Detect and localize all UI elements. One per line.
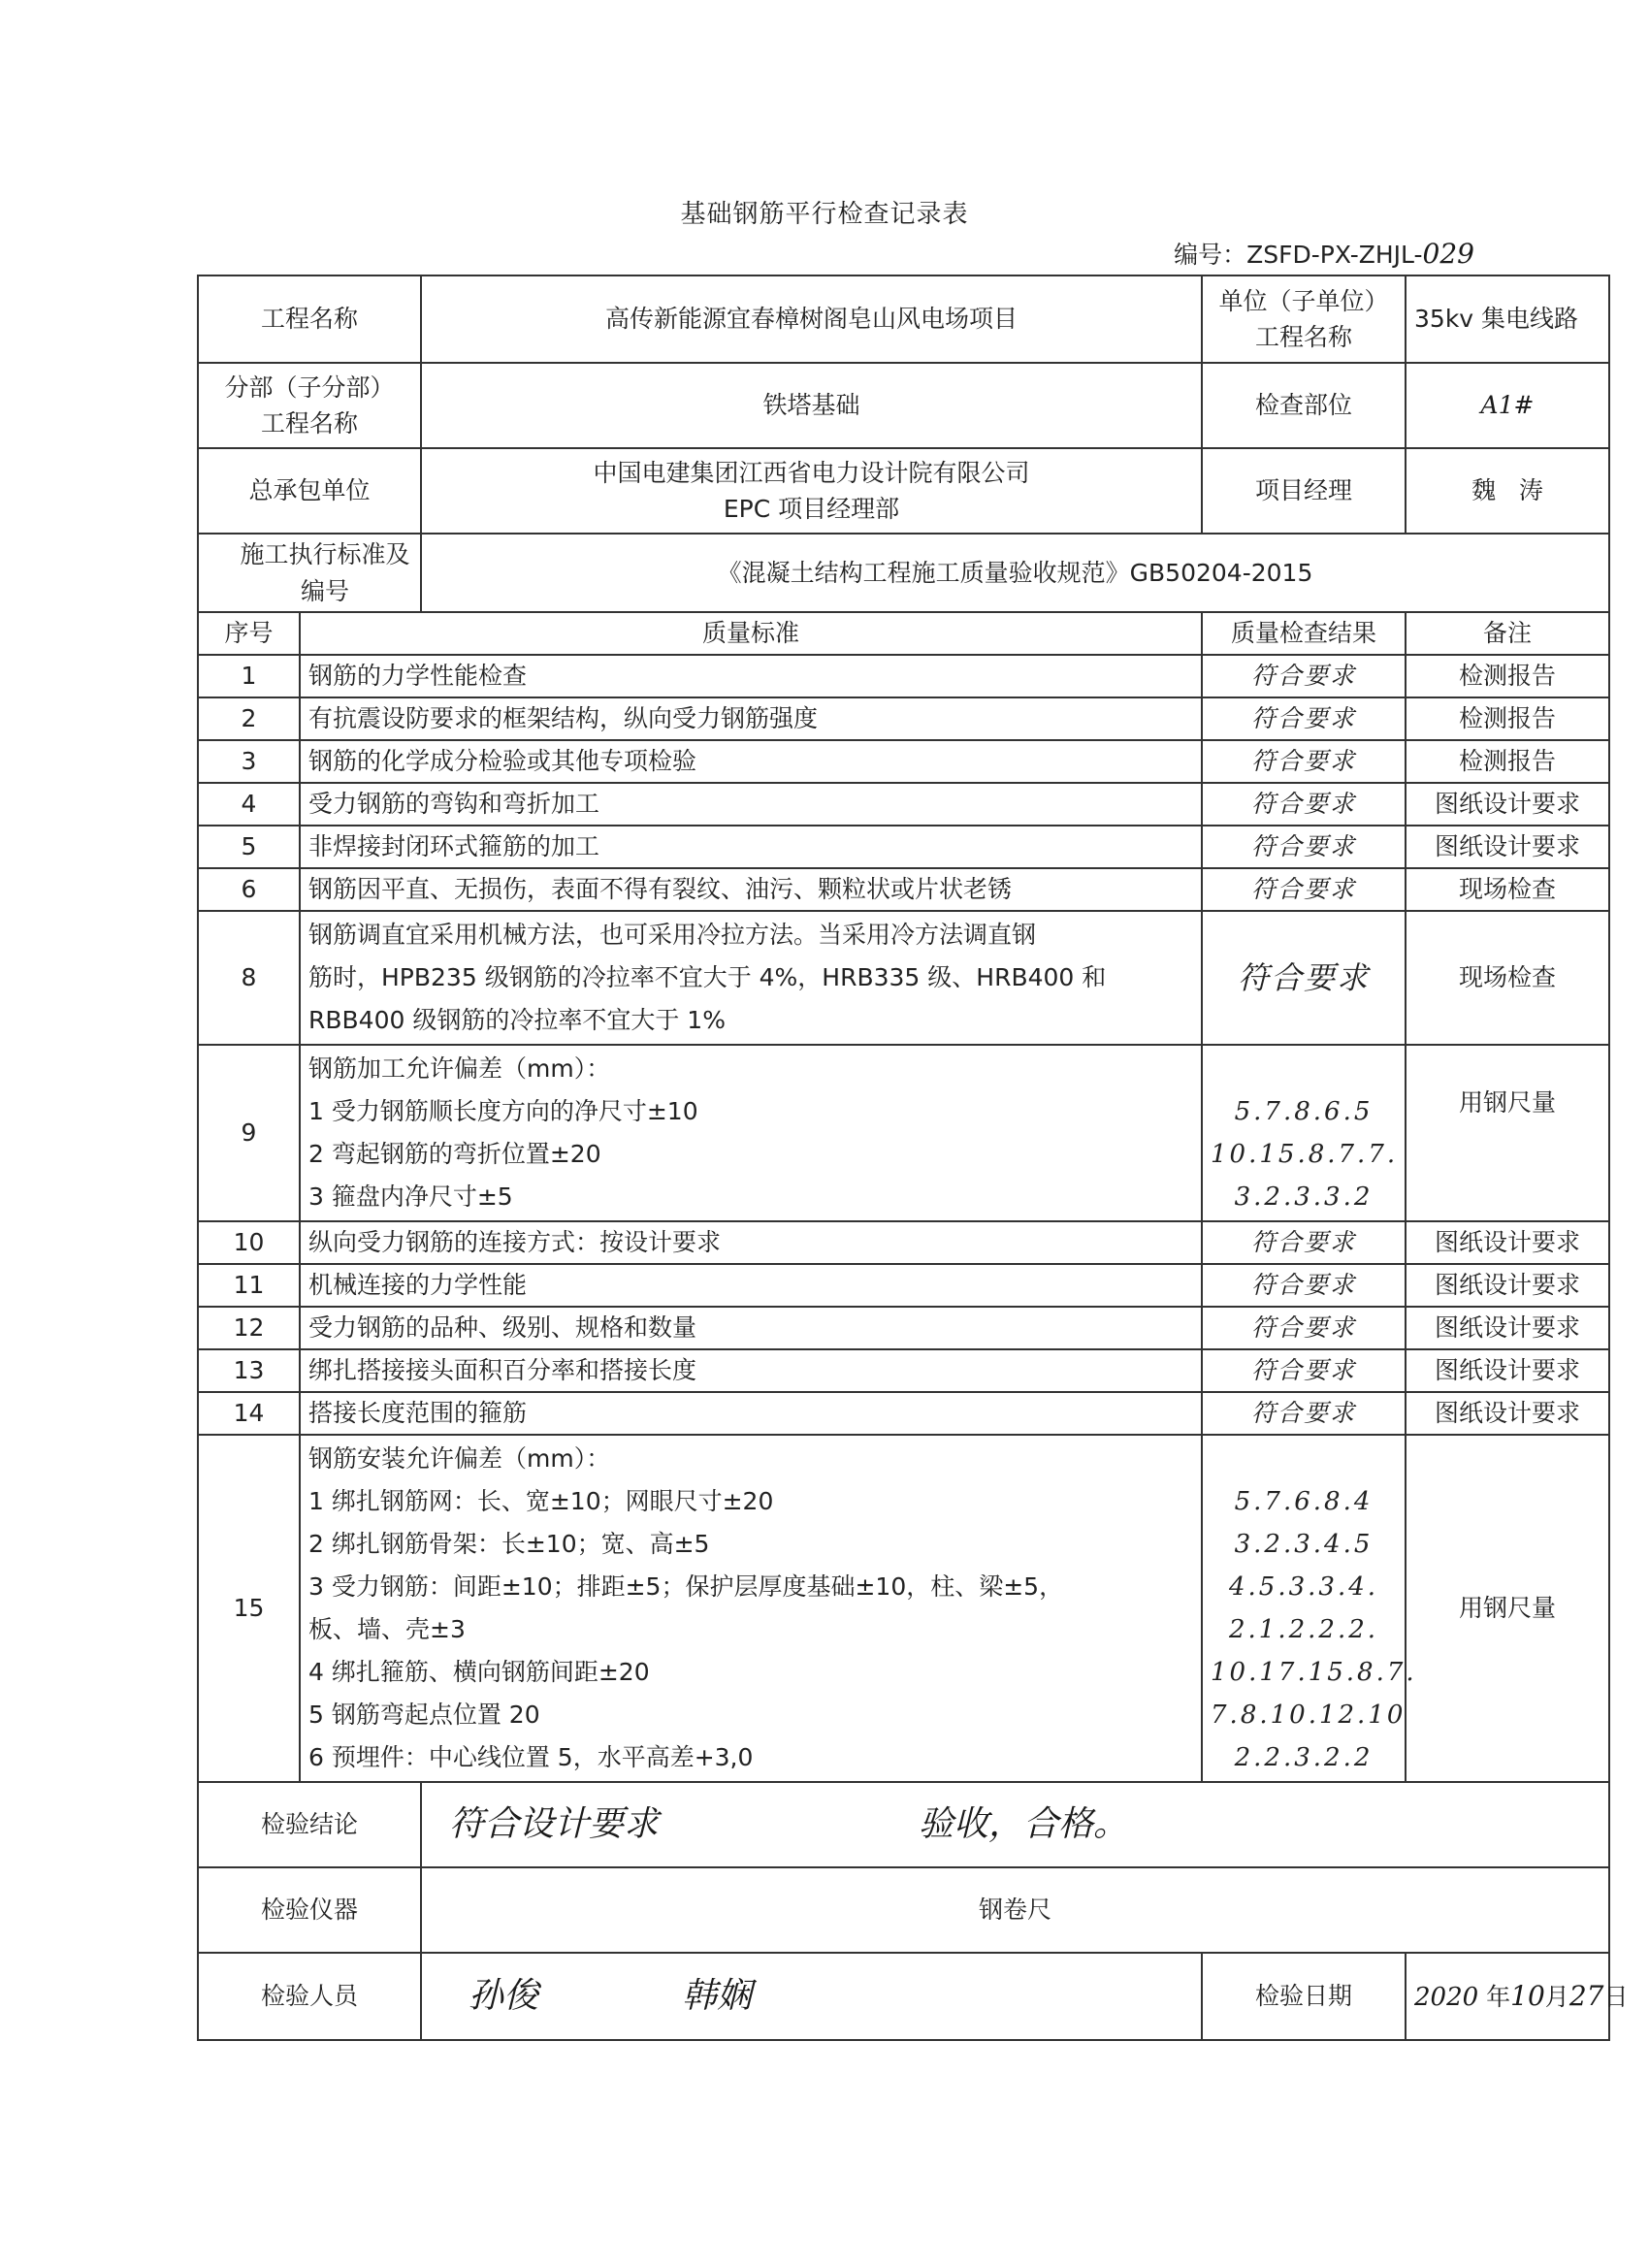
row-standard-line: 板、墙、壳±3 <box>308 1614 466 1643</box>
table-row <box>198 826 1609 868</box>
table-row <box>198 1264 1609 1307</box>
row-no: 15 <box>198 1435 300 1782</box>
row-remark: 图纸设计要求 <box>1406 1221 1609 1264</box>
row-remark: 图纸设计要求 <box>1406 1307 1609 1349</box>
table-row <box>198 1349 1609 1392</box>
row-standard-line: 6 预埋件：中心线位置 5，水平高差+3,0 <box>308 1742 754 1771</box>
row-standard: 钢筋的力学性能检查 <box>300 655 1202 697</box>
subdivision-label-line-2: 工程名称 <box>261 409 359 437</box>
conclusion-value <box>421 1782 1609 1867</box>
row-standard: 钢筋的化学成分检验或其他专项检验 <box>300 740 1202 783</box>
row-result-handwritten: 符合要求 <box>1202 1264 1406 1307</box>
row-no: 4 <box>198 783 300 826</box>
project-name-label: 工程名称 <box>198 275 421 363</box>
row-standard-line: 钢筋安装允许偏差（mm）： <box>308 1443 611 1473</box>
standard-value: 《混凝土结构工程施工质量验收规范》GB50204-2015 <box>421 534 1609 612</box>
subdivision-label <box>198 363 421 448</box>
doc-number-handwritten: 029 <box>1422 238 1474 270</box>
inspection-table <box>197 275 1629 2041</box>
conclusion-handwritten-1: 符合设计要求 <box>449 1803 660 1844</box>
header-row-standard <box>198 534 1609 612</box>
table-row <box>198 1045 1609 1221</box>
table-row <box>198 655 1609 697</box>
row-no: 1 <box>198 655 300 697</box>
row-standard: 搭接长度范围的箍筋 <box>300 1392 1202 1435</box>
contractor-name <box>421 448 1202 534</box>
instrument-value: 钢卷尺 <box>421 1867 1609 1953</box>
row-standard <box>300 1045 1202 1221</box>
row-result-handwritten: 符合要求 <box>1202 1392 1406 1435</box>
row-no: 3 <box>198 740 300 783</box>
unit-label-line-1: 单位（子单位） <box>1218 286 1389 315</box>
contractor-label: 总承包单位 <box>198 448 421 534</box>
subdivision-name: 铁塔基础 <box>421 363 1202 448</box>
row-standard: 有抗震设防要求的框架结构，纵向受力钢筋强度 <box>300 697 1202 740</box>
row-standard: 机械连接的力学性能 <box>300 1264 1202 1307</box>
date-year-handwritten: 2020 <box>1414 1982 1479 2012</box>
row-no: 10 <box>198 1221 300 1264</box>
row-remark: 现场检查 <box>1406 868 1609 911</box>
document-title: 基础钢筋平行检查记录表 <box>680 200 969 229</box>
row-standard: 受力钢筋的品种、级别、规格和数量 <box>300 1307 1202 1349</box>
date-label: 检验日期 <box>1202 1953 1406 2040</box>
inspector-signature-1: 孙俊 <box>469 1975 539 2016</box>
row-no: 11 <box>198 1264 300 1307</box>
row-no: 5 <box>198 826 300 868</box>
measurement-line: 2.2.3.2.2 <box>1234 1742 1374 1772</box>
row-standard <box>300 911 1202 1045</box>
row-remark: 图纸设计要求 <box>1406 826 1609 868</box>
row-standard-line: 4 绑扎箍筋、横向钢筋间距±20 <box>308 1657 650 1686</box>
inspector-label: 检验人员 <box>198 1953 421 2040</box>
row-remark: 检测报告 <box>1406 740 1609 783</box>
row-standard-line: 2 弯起钢筋的弯折位置±20 <box>308 1139 601 1168</box>
col-header-no: 序号 <box>198 612 300 655</box>
instrument-row <box>198 1867 1609 1953</box>
row-no: 9 <box>198 1045 300 1221</box>
project-manager-label: 项目经理 <box>1202 448 1406 534</box>
row-result-handwritten: 符合要求 <box>1202 697 1406 740</box>
row-remark: 检测报告 <box>1406 655 1609 697</box>
date-month-handwritten: 10 <box>1510 1979 1545 2012</box>
row-result-handwritten: 符合要求 <box>1202 783 1406 826</box>
measurement-line <box>1211 1048 1397 1090</box>
row-remark: 图纸设计要求 <box>1406 1264 1609 1307</box>
contractor-name-line-2: EPC 项目经理部 <box>723 495 900 523</box>
measurement-line: 7.8.10.12.10 <box>1211 1700 1406 1730</box>
contractor-name-line-1: 中国电建集团江西省电力设计院有限公司 <box>593 458 1030 487</box>
table-row <box>198 740 1609 783</box>
inspector-signature-2: 韩娴 <box>681 1975 752 2016</box>
measurement-line: 4.5.3.3.4. <box>1228 1571 1379 1602</box>
date-day-unit: 日 <box>1603 1982 1629 2011</box>
date-year-unit: 年 <box>1486 1982 1511 2011</box>
row-standard <box>300 1435 1202 1782</box>
row-standard-line: 3 受力钢筋：间距±10；排距±5；保护层厚度基础±10，柱、梁±5， <box>308 1571 1064 1601</box>
unit-name: 35kv 集电线路 <box>1406 275 1609 363</box>
row-standard-line: 筋时，HPB235 级钢筋的冷拉率不宜大于 4%，HRB335 级、HRB400 和 <box>308 962 1107 991</box>
table-row <box>198 783 1609 826</box>
date-day-handwritten: 27 <box>1568 1979 1604 2012</box>
row-standard-line: 1 受力钢筋顺长度方向的净尺寸±10 <box>308 1096 698 1125</box>
inspector-signatures <box>421 1953 1202 2040</box>
table-row <box>198 868 1609 911</box>
row-standard-line: 5 钢筋弯起点位置 20 <box>308 1700 540 1729</box>
row-result-handwritten: 符合要求 <box>1202 868 1406 911</box>
row-standard: 绑扎搭接接头面积百分率和搭接长度 <box>300 1349 1202 1392</box>
row-standard-line: 钢筋加工允许偏差（mm）： <box>308 1053 611 1083</box>
row-result-measurements <box>1202 1045 1406 1221</box>
measurement-line: 3.2.3.3.2 <box>1234 1182 1374 1212</box>
measurement-line: 5.7.8.6.5 <box>1234 1096 1374 1126</box>
row-standard: 受力钢筋的弯钩和弯折加工 <box>300 783 1202 826</box>
row-no: 2 <box>198 697 300 740</box>
row-remark: 图纸设计要求 <box>1406 1349 1609 1392</box>
row-result-handwritten: 符合要求 <box>1202 740 1406 783</box>
subdivision-label-line-1: 分部（子分部） <box>224 373 395 402</box>
table-row <box>198 1307 1609 1349</box>
inspection-date <box>1406 1953 1629 2040</box>
conclusion-label: 检验结论 <box>198 1782 421 1867</box>
row-result-handwritten: 符合要求 <box>1202 911 1406 1045</box>
row-remark: 图纸设计要求 <box>1406 783 1609 826</box>
check-part-handwritten: A1# <box>1406 363 1609 448</box>
row-result-handwritten: 符合要求 <box>1202 1221 1406 1264</box>
column-header-row <box>198 612 1609 655</box>
row-no: 12 <box>198 1307 300 1349</box>
unit-label <box>1202 275 1406 363</box>
col-header-remark: 备注 <box>1406 612 1609 655</box>
standard-label: 施工执行标准及编号 <box>198 534 421 612</box>
row-standard: 非焊接封闭环式箍筋的加工 <box>300 826 1202 868</box>
inspector-row <box>198 1953 1609 2040</box>
header-row-project <box>198 275 1609 363</box>
project-name: 高传新能源宜春樟树阁皂山风电场项目 <box>421 275 1202 363</box>
col-header-result: 质量检查结果 <box>1202 612 1406 655</box>
measurement-line: 3.2.3.4.5 <box>1234 1529 1374 1559</box>
row-result-handwritten: 符合要求 <box>1202 655 1406 697</box>
row-standard: 纵向受力钢筋的连接方式：按设计要求 <box>300 1221 1202 1264</box>
row-standard-line: 3 箍盘内净尺寸±5 <box>308 1182 513 1211</box>
doc-number-prefix: ZSFD-PX-ZHJL- <box>1246 241 1423 269</box>
unit-label-line-2: 工程名称 <box>1255 323 1353 351</box>
row-remark: 检测报告 <box>1406 697 1609 740</box>
table-row <box>198 1221 1609 1264</box>
col-header-standard: 质量标准 <box>300 612 1202 655</box>
row-standard-line: 钢筋调直宜采用机械方法，也可采用冷拉方法。当采用冷方法调直钢 <box>308 920 1037 949</box>
measurement-line: 10.17.15.8.7. <box>1211 1657 1417 1687</box>
row-result-handwritten: 符合要求 <box>1202 1307 1406 1349</box>
table-row <box>198 1392 1609 1435</box>
conclusion-handwritten-2: 验收，合格。 <box>918 1803 1128 1844</box>
check-part-label: 检查部位 <box>1202 363 1406 448</box>
row-no: 13 <box>198 1349 300 1392</box>
doc-number-label: 编号： <box>1174 241 1247 269</box>
measurement-line: 5.7.6.8.4 <box>1234 1486 1374 1516</box>
row-no: 14 <box>198 1392 300 1435</box>
row-result-handwritten: 符合要求 <box>1202 1349 1406 1392</box>
row-standard-line: 2 绑扎钢筋骨架：长±10；宽、高±5 <box>308 1529 710 1558</box>
table-row <box>198 697 1609 740</box>
project-manager-name: 魏 涛 <box>1406 448 1609 534</box>
row-standard: 钢筋因平直、无损伤，表面不得有裂纹、油污、颗粒状或片状老锈 <box>300 868 1202 911</box>
measurement-line: 10.15.8.7.7. <box>1211 1139 1399 1169</box>
table-row <box>198 1435 1609 1782</box>
table-row <box>198 911 1609 1045</box>
row-remark: 现场检查 <box>1406 911 1609 1045</box>
row-no: 6 <box>198 868 300 911</box>
row-standard-line: 1 绑扎钢筋网：长、宽±10；网眼尺寸±20 <box>308 1486 774 1515</box>
row-standard-line: RBB400 级钢筋的冷拉率不宜大于 1% <box>308 1005 726 1034</box>
header-row-contractor <box>198 448 1609 534</box>
row-result-handwritten: 符合要求 <box>1202 826 1406 868</box>
instrument-label: 检验仪器 <box>198 1867 421 1953</box>
row-remark: 用钢尺量 <box>1406 1435 1609 1782</box>
row-result-measurements <box>1202 1435 1417 1782</box>
measurement-line: 2.1.2.2.2. <box>1228 1614 1379 1644</box>
measurement-line <box>1211 1438 1397 1480</box>
row-no: 8 <box>198 911 300 1045</box>
header-row-subdivision <box>198 363 1609 448</box>
document-number <box>1174 236 1474 271</box>
row-remark: 用钢尺量 <box>1406 1045 1609 1221</box>
row-remark: 图纸设计要求 <box>1406 1392 1609 1435</box>
date-month-unit: 月 <box>1544 1982 1569 2011</box>
conclusion-row <box>198 1782 1609 1867</box>
